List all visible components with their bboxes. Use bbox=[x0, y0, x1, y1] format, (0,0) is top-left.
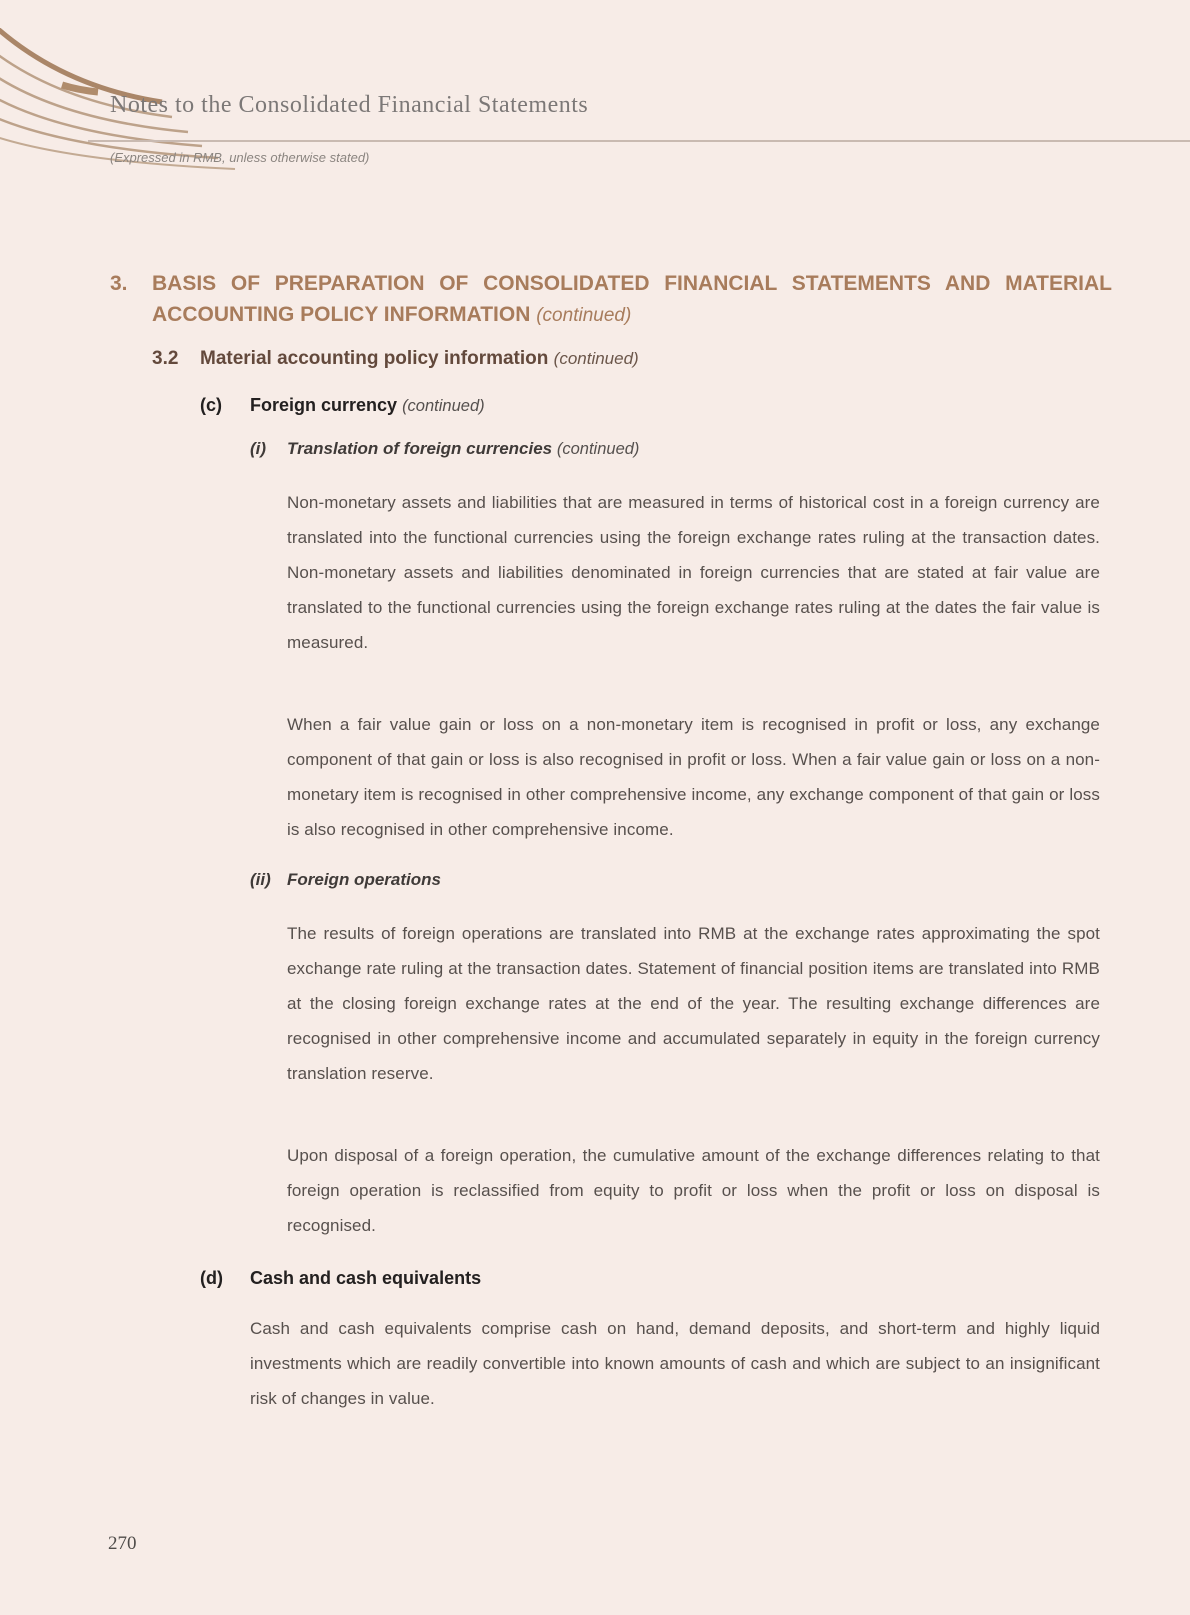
item-c-label: (c) bbox=[200, 395, 222, 415]
item-ii-title-text: Foreign operations bbox=[287, 870, 441, 889]
item-c-title-text: Foreign currency bbox=[250, 395, 398, 415]
paragraph: When a fair value gain or loss on a non-monetary item is recognised in profit or loss, any exchange component of that gain or loss is also recognised in profit or loss. When a fair value gain or loss on a non-monetary item is recognised in other comprehensive income, any exchange component of that gain or loss is also recognised in other comprehensive income. bbox=[287, 715, 1100, 839]
item-i-title bbox=[287, 439, 1100, 459]
subsection-title-text: Material accounting policy information bbox=[200, 348, 549, 369]
subsection-number: 3.2 bbox=[152, 348, 179, 369]
section-number: 3. bbox=[110, 272, 128, 295]
paragraph: The results of foreign operations are translated into RMB at the exchange rates approximating the spot exchange rate ruling at the transaction dates. Statement of financial position items are translated into RMB at the closing foreign exchange rates at the end of the year. The resulting exchange differences are recognised in other comprehensive income and accumulated separately in equity in the foreign currency translation reserve. bbox=[287, 924, 1100, 1083]
currency-note: (Expressed in RMB, unless otherwise stated) bbox=[110, 150, 370, 165]
section-continued-label: (continued) bbox=[536, 305, 632, 326]
paragraph: Upon disposal of a foreign operation, the cumulative amount of the exchange differences relating to that foreign operation is reclassified from equity to profit or loss when the profit or loss on disposal is recognised. bbox=[287, 1146, 1100, 1235]
item-d-title-text: Cash and cash equivalents bbox=[250, 1268, 482, 1288]
header-divider bbox=[88, 140, 1190, 142]
item-i-translation bbox=[250, 439, 1100, 847]
item-i-label: (i) bbox=[250, 439, 267, 458]
section-title bbox=[152, 268, 1112, 331]
item-c-continued-label: (continued) bbox=[402, 397, 485, 415]
paragraph: Non-monetary assets and liabilities that are measured in terms of historical cost in a foreign currency are translated into the functional currencies using the foreign exchange rates ruling at the transaction dates. Non-monetary assets and liabilities denominated in foreign currencies that are stated at fair value are translated to the functional currencies using the foreign exchange rates ruling at the dates the fair value is measured. bbox=[287, 493, 1100, 652]
item-i-title-text: Translation of foreign currencies bbox=[287, 439, 553, 458]
item-d-label: (d) bbox=[200, 1268, 223, 1288]
paragraph: Cash and cash equivalents comprise cash on hand, demand deposits, and short-term and highly liquid investments which are readily convertible into known amounts of cash and which are subject to an insignificant risk of changes in value. bbox=[250, 1319, 1100, 1408]
main-content bbox=[110, 268, 1112, 1416]
section-3 bbox=[110, 268, 1112, 1416]
subsection-continued-label: (continued) bbox=[553, 349, 639, 368]
item-c-title bbox=[250, 395, 1100, 416]
subsection-title bbox=[200, 348, 1100, 370]
subsection-3-2 bbox=[152, 348, 1100, 1416]
item-c-foreign-currency bbox=[200, 395, 1100, 1243]
item-ii-foreign-operations bbox=[250, 870, 1100, 1243]
page-title: Notes to the Consolidated Financial Statements bbox=[110, 92, 589, 118]
item-d-cash-equivalents bbox=[200, 1268, 1100, 1416]
page-number: 270 bbox=[108, 1533, 137, 1554]
item-ii-label: (ii) bbox=[250, 870, 271, 889]
item-ii-title bbox=[287, 870, 1100, 890]
section-title-text: BASIS OF PREPARATION OF CONSOLIDATED FINANCIAL STATEMENTS AND MATERIAL ACCOUNTING POLICY INFORMATION bbox=[152, 272, 1112, 326]
item-d-title bbox=[250, 1268, 1100, 1289]
item-i-continued-label: (continued) bbox=[556, 440, 640, 458]
